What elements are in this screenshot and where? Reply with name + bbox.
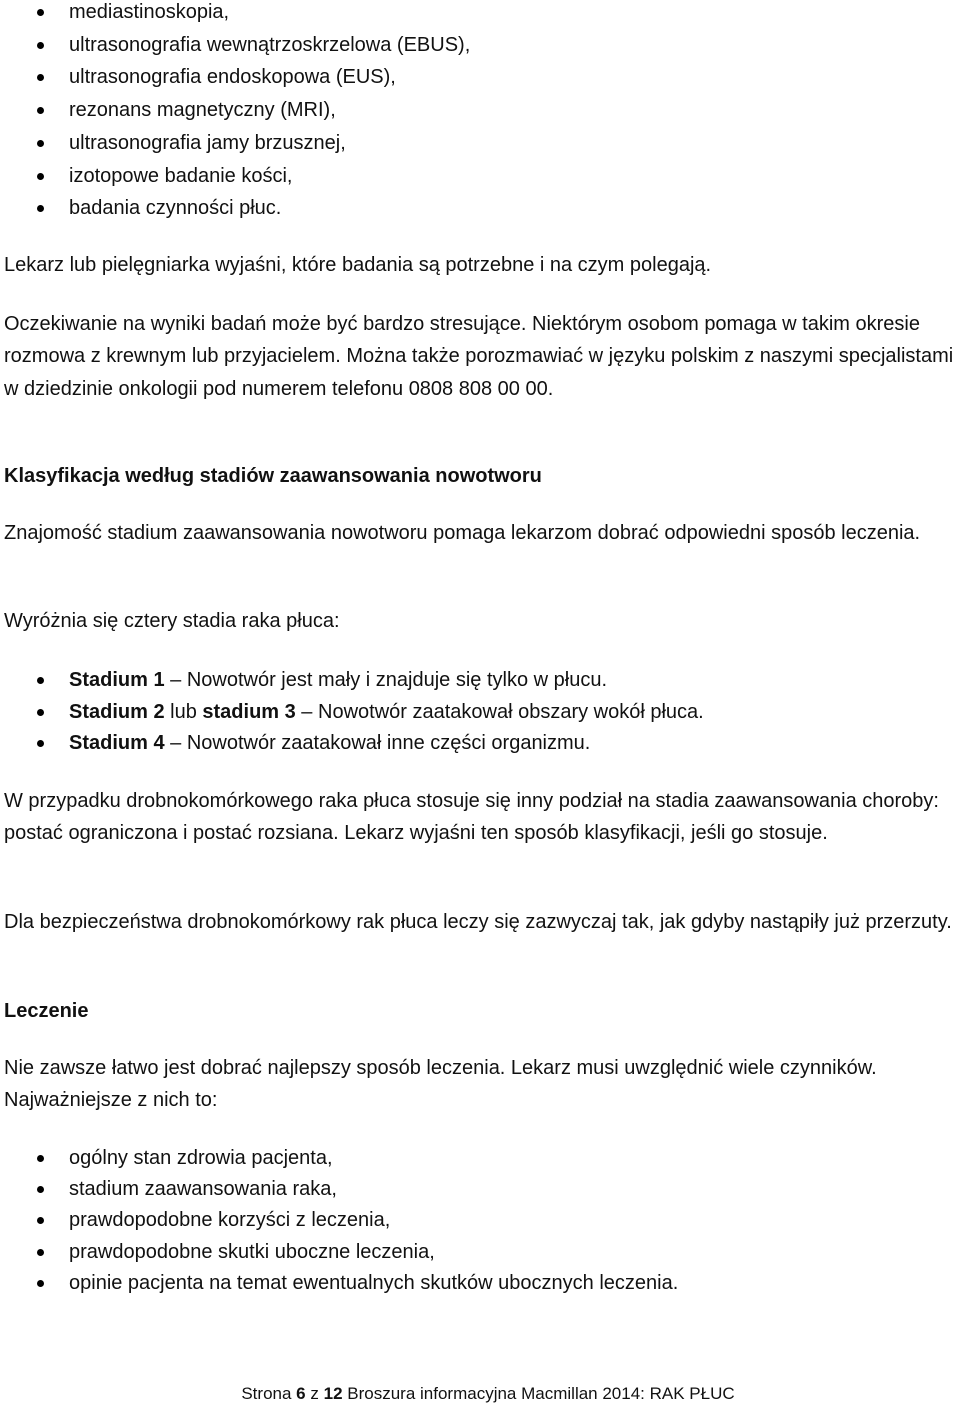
stage-4-item [0, 728, 940, 760]
stage-2-3-text: Nowotwór zaatakował obszary wokół płuca. [318, 700, 704, 723]
safety-paragraph: Dla bezpieczeństwa drobnokomórkowy rak płuca leczy się zazwyczaj tak, jak gdyby nastąpiły już przerzuty. [4, 911, 952, 933]
footer-page-total: 12 [323, 1384, 343, 1403]
treatment-heading: Leczenie [4, 1000, 89, 1022]
footer-page-word: Strona [241, 1384, 292, 1403]
stage-2-label: Stadium 2 [69, 700, 165, 723]
footer-page-number: 6 [296, 1384, 306, 1403]
diagnostics-list [0, 0, 940, 225]
list-item: ultrasonografia endoskopowa (EUS), [0, 61, 940, 94]
four-stages-paragraph: Wyróżnia się cztery stadia raka płuca: [4, 610, 340, 632]
list-item: prawdopodobne korzyści z leczenia, [0, 1205, 940, 1236]
small-cell-paragraph: W przypadku drobnokomórkowego raka płuca stosuje się inny podział na stadia zaawansowania choroby: postać ograniczona i postać rozsiana. Lekarz wyjaśni ten sposób klasyfikacji, jeśli go stosuje. [4, 790, 939, 844]
list-item: rezonans magnetyczny (MRI), [0, 94, 940, 127]
dash: – [164, 732, 187, 754]
stage-4-text: Nowotwór zaatakował inne części organizmu. [186, 732, 591, 754]
stage-4-label: Stadium 4 [69, 732, 165, 754]
waiting-paragraph: Oczekiwanie na wyniki badań może być bardzo stresujące. Niektórym osobom pomaga w takim okresie rozmowa z krewnym lub przyjacielem. Można także porozmawiać w języku polskim z naszymi specjalistami w dziedzinie onkologii pod numerem telefonu 0808 808 00 00. [4, 313, 954, 400]
list-item: stadium zaawansowania raka, [0, 1174, 940, 1205]
staging-intro-paragraph: Znajomość stadium zaawansowania nowotworu pomaga lekarzom dobrać odpowiedni sposób leczenia. [4, 522, 921, 544]
list-item: mediastinoskopia, [0, 0, 940, 29]
footer-title: Broszura informacyjna Macmillan 2014: RAK PŁUC [347, 1384, 735, 1403]
stages-list [0, 665, 940, 760]
list-item: ultrasonografia wewnątrzoskrzelowa (EBUS), [0, 29, 940, 62]
list-item: izotopowe badanie kości, [0, 160, 940, 193]
stage-1-label: Stadium 1 [69, 669, 165, 691]
dash: – [295, 700, 318, 723]
stage-1-item [0, 665, 940, 697]
list-item: opinie pacjenta na temat ewentualnych skutków ubocznych leczenia. [0, 1268, 940, 1299]
list-item: badania czynności płuc. [0, 192, 940, 225]
stage-1-text: Nowotwór jest mały i znajduje się tylko w płucu. [186, 669, 607, 691]
factors-list [0, 1143, 940, 1299]
treatment-paragraph: Nie zawsze łatwo jest dobrać najlepszy sposób leczenia. Lekarz musi uwzględnić wiele czynników. Najważniejsze z nich to: [4, 1057, 877, 1111]
list-item: ultrasonografia jamy brzusznej, [0, 127, 940, 160]
page-footer [0, 1383, 960, 1405]
stage-3-label: stadium 3 [202, 700, 296, 723]
explain-paragraph: Lekarz lub pielęgniarka wyjaśni, które badania są potrzebne i na czym polegają. [4, 254, 712, 276]
staging-heading: Klasyfikacja według stadiów zaawansowania nowotworu [4, 465, 542, 487]
stage-2-3-item [0, 697, 940, 729]
list-item: prawdopodobne skutki uboczne leczenia, [0, 1237, 940, 1268]
list-item: ogólny stan zdrowia pacjenta, [0, 1143, 940, 1174]
footer-of-word: z [310, 1384, 319, 1403]
or-word: lub [164, 700, 203, 723]
dash: – [164, 669, 187, 691]
